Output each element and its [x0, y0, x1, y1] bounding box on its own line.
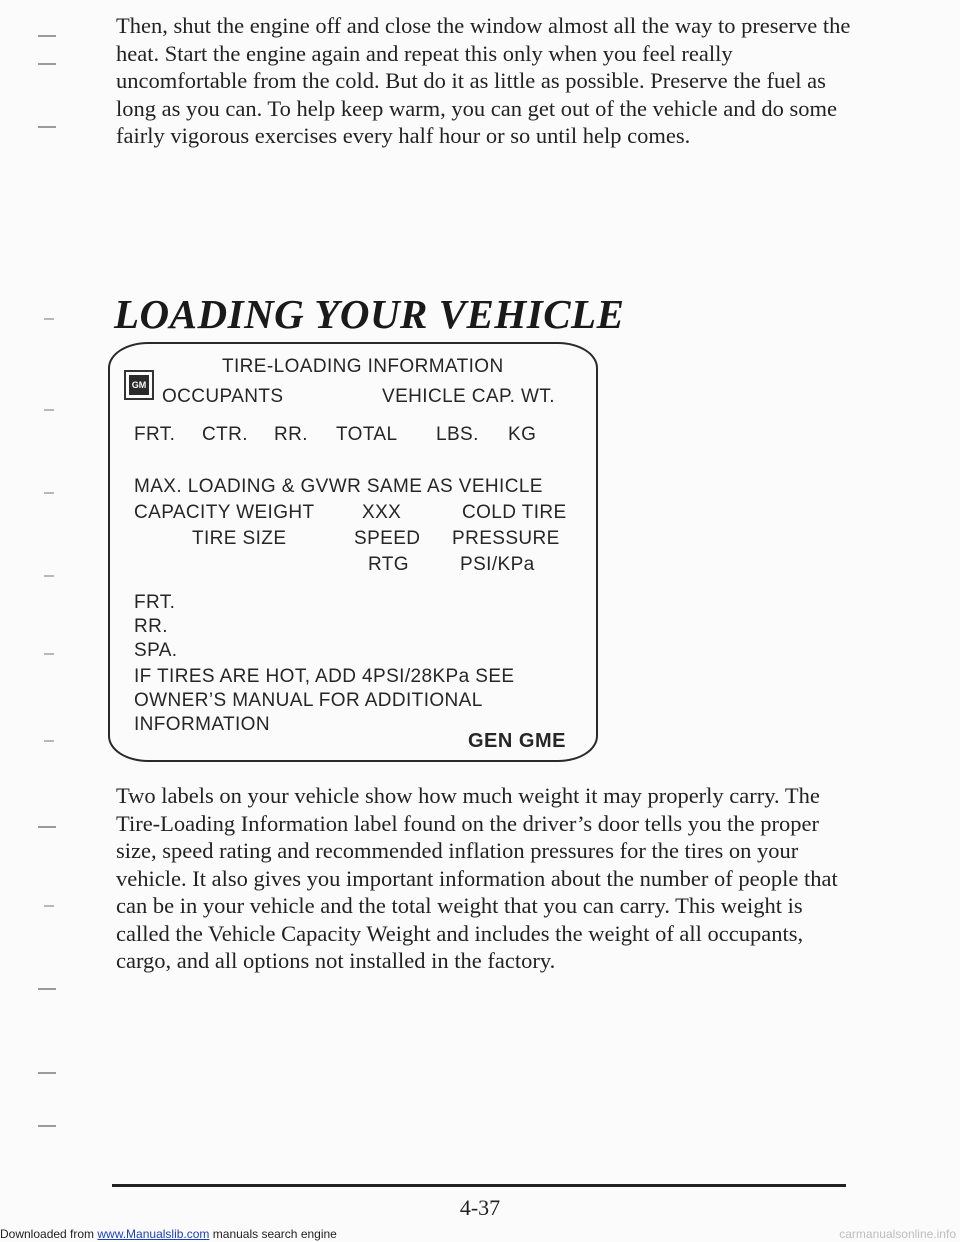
- download-note-suffix: manuals search engine: [209, 1227, 337, 1241]
- label-pressure: PRESSURE: [452, 528, 560, 549]
- label-note-line2: OWNER’S MANUAL FOR ADDITIONAL: [134, 690, 483, 711]
- label-col-ctr: CTR.: [202, 424, 248, 445]
- label-col-frt: FRT.: [134, 424, 176, 445]
- gm-logo-icon: [124, 370, 154, 400]
- margin-mark: [44, 905, 54, 907]
- label-note-line1: IF TIRES ARE HOT, ADD 4PSI/28KPa SEE: [134, 666, 515, 687]
- footer-rule: [112, 1184, 846, 1187]
- margin-mark: [38, 988, 56, 990]
- watermark: carmanualsonline.info: [839, 1227, 956, 1241]
- label-row-spa: SPA.: [134, 640, 178, 661]
- margin-mark: [38, 826, 56, 828]
- label-tire-size: TIRE SIZE: [192, 528, 287, 549]
- gm-logo-text: GM: [129, 375, 149, 395]
- tire-loading-label: [108, 342, 598, 762]
- margin-mark: [44, 653, 54, 655]
- manualslib-link[interactable]: www.Manualslib.com: [97, 1227, 210, 1241]
- margin-mark: [38, 1072, 56, 1074]
- margin-mark: [38, 126, 56, 128]
- intro-paragraph: Then, shut the engine off and close the window almost all the way to preserve the heat. Start the engine again and repeat this only when you feel really uncomfortable from the cold. But do it as little as possible. Preserve the fuel as long as you can. To help keep warm, you can get out of the vehicle and do some fairly vigorous exercises every half hour or so until help comes.: [116, 13, 851, 148]
- label-row-frt: FRT.: [134, 592, 176, 613]
- main-paragraph: Two labels on your vehicle show how much weight it may properly carry. The Tire-Loading Information label found on the driver’s door tells you the proper size, speed rating and recommended inflation pressures for the tires on your vehicle. It also gives you important information about the number of people that can be in your vehicle and the total weight that you can carry. This weight is called the Vehicle Capacity Weight and includes the weight of all occupants, cargo, and all options not installed in the factory.: [116, 783, 838, 973]
- label-title: TIRE-LOADING INFORMATION: [222, 356, 504, 377]
- download-note-prefix: Downloaded from: [0, 1227, 98, 1241]
- label-cold-tire: COLD TIRE: [462, 502, 567, 523]
- margin-mark: [44, 575, 54, 577]
- download-note: [0, 1226, 337, 1242]
- label-vehicle-cap: VEHICLE CAP. WT.: [382, 386, 555, 407]
- label-note-line3: INFORMATION: [134, 714, 270, 735]
- label-psi-kpa: PSI/KPa: [460, 554, 535, 575]
- margin-mark: [44, 318, 54, 320]
- label-occupants: OCCUPANTS: [162, 386, 284, 407]
- margin-mark: [44, 409, 54, 411]
- label-gen-gme: GEN GME: [468, 730, 566, 752]
- label-max-line: MAX. LOADING & GVWR SAME AS VEHICLE: [134, 476, 543, 497]
- label-row-rr: RR.: [134, 616, 168, 637]
- label-col-rr: RR.: [274, 424, 308, 445]
- page-number: 4-37: [459, 1195, 501, 1220]
- label-capacity-weight: CAPACITY WEIGHT: [134, 502, 315, 523]
- margin-mark: [44, 740, 54, 742]
- label-col-lbs: LBS.: [436, 424, 479, 445]
- margin-mark: [38, 35, 56, 37]
- label-col-kg: KG: [508, 424, 537, 445]
- section-heading: LOADING YOUR VEHICLE: [114, 291, 625, 337]
- margin-mark: [38, 63, 56, 65]
- label-col-total: TOTAL: [336, 424, 398, 445]
- margin-mark: [38, 1125, 56, 1127]
- label-speed: SPEED: [354, 528, 421, 549]
- margin-mark: [44, 492, 54, 494]
- label-rtg: RTG: [368, 554, 409, 575]
- label-xxx: XXX: [362, 502, 402, 523]
